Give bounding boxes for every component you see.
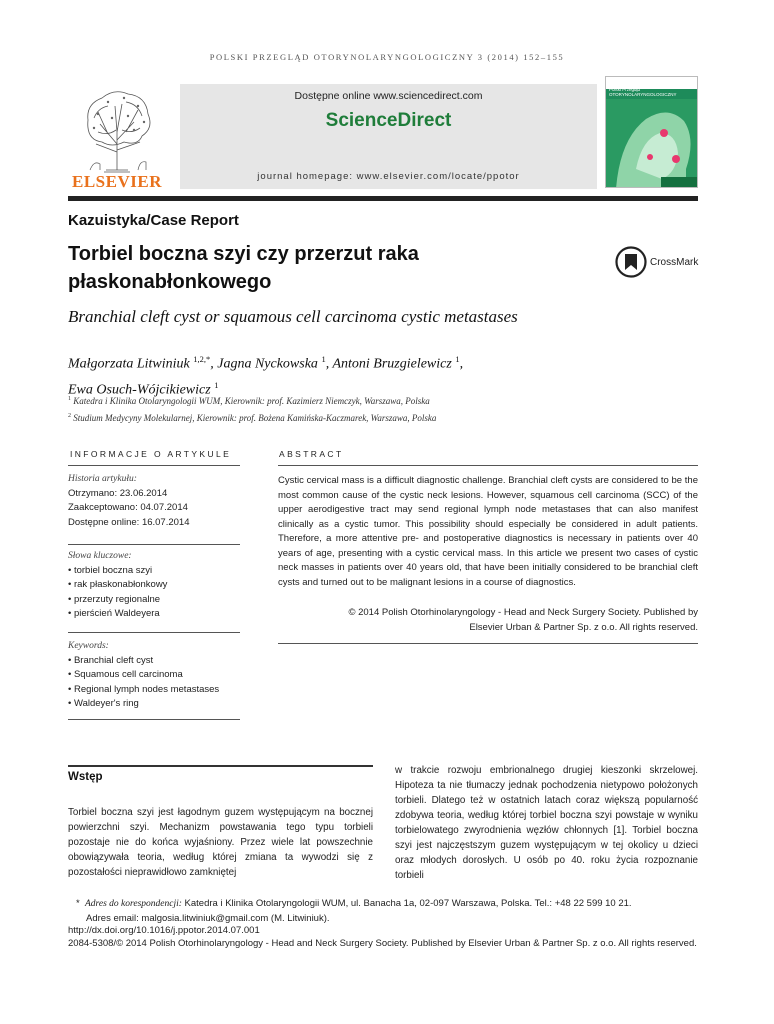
keywords-en-label: Keywords: xyxy=(68,641,109,651)
issn-copyright: 2084-5308/© 2014 Polish Otorhinolaryngology - Head and Neck Surgery Society. Published by Elsevier Urban & Partner Sp. z o.o. All rights reserved. xyxy=(68,938,697,949)
keyword-item: • torbiel boczna szyi xyxy=(68,564,153,576)
affiliation-marker: 2 xyxy=(68,413,71,419)
keyword-item: • Squamous cell carcinoma xyxy=(68,669,183,680)
affiliation-text: Studium Medycyny Molekularnej, Kierownik: prof. Bożena Kamińska-Kaczmarek, Warszawa, Polska xyxy=(73,413,437,423)
crossmark-label[interactable]: CrossMark xyxy=(650,257,699,268)
journal-homepage-link[interactable]: journal homepage: www.elsevier.com/locate/ppotor xyxy=(257,171,520,182)
doi-link[interactable]: http://dx.doi.org/10.1016/j.ppotor.2014.07.001 xyxy=(68,925,260,936)
copyright-line2: Elsevier Urban & Partner Sp. z o.o. All rights reserved. xyxy=(469,621,698,633)
author-affiliation-marker: 1 xyxy=(455,354,460,364)
crossmark-icon[interactable] xyxy=(615,246,647,278)
cover-title-line2: OTORYNOLARYNGOLOGICZNY xyxy=(609,92,677,97)
keywords-pl xyxy=(68,549,240,622)
article-title-en: Branchial cleft cyst or squamous cell carcinoma cystic metastases xyxy=(68,307,518,326)
section-rule xyxy=(68,765,373,767)
received-date: Otrzymano: 23.06.2014 xyxy=(68,487,168,499)
keyword-item: • przerzuty regionalne xyxy=(68,593,161,605)
correspondence-email[interactable]: Adres email: malgosia.litwiniuk@gmail.com (M. Litwiniuk). xyxy=(86,912,330,924)
article-info-rule xyxy=(68,719,240,720)
article-info-rule xyxy=(68,465,240,466)
author-name[interactable]: Antoni Bruzgielewicz xyxy=(332,356,452,372)
author-name[interactable]: Jagna Nyckowska xyxy=(217,356,318,372)
author-separator: , xyxy=(325,356,333,372)
keyword-item: • Waldeyer's ring xyxy=(68,698,139,709)
author-affiliation-marker: 1 xyxy=(321,354,326,364)
correspondence-address: Katedra i Klinika Otolaryngologii WUM, ul. Banacha 1a, 02-097 Warszawa, Polska. Tel.: +48 22 599 10 21. xyxy=(184,898,632,909)
keyword-item: • pierścień Waldeyera xyxy=(68,608,160,619)
article-info-rule xyxy=(68,544,240,545)
correspondence-footnote xyxy=(76,897,698,925)
author-affiliation-marker: 1 xyxy=(214,379,219,390)
author-separator: , xyxy=(210,356,218,372)
elsevier-wordmark: ELSEVIER xyxy=(72,172,162,191)
article-info-rule xyxy=(68,632,240,633)
body-paragraph-right: w trakcie rozwoju embrionalnego drugiej kieszonki skrzelowej. Hipoteza ta nie tłumaczy jednak pochodzenia nietypowo położonych torbieli. Dlatego też w ostatnich latach coraz większą popularność zdobywa teoria, według której torbiel boczna szyi powstaje w wyniku torbielowatego zwyrodnienia węzłów chłonnych [1]. Torbiel boczna szyi jest najczęstszym guzem występującym w tej okolicy u dzieci oraz młodych dorosłych. U osób po 40. roku życia rozpoznanie torbieli xyxy=(395,765,698,881)
affiliation-2 xyxy=(68,413,436,423)
affiliation-marker: 1 xyxy=(68,396,71,402)
correspondence-label: Adres do korespondencji: xyxy=(84,899,182,909)
keyword-item: • Regional lymph nodes metastases xyxy=(68,683,220,695)
banner-rule xyxy=(68,196,698,201)
abstract-rule xyxy=(278,465,698,466)
article-title-pl-line1: Torbiel boczna szyi czy przerzut raka xyxy=(68,243,419,265)
author-name[interactable]: Małgorzata Litwiniuk xyxy=(68,356,190,372)
section-heading-intro: Wstęp xyxy=(68,771,103,783)
journal-cover xyxy=(605,76,698,188)
section-type: Kazuistyka/Case Report xyxy=(68,212,239,229)
article-title-pl xyxy=(68,240,588,296)
sciencedirect-logo[interactable]: ScienceDirect xyxy=(325,110,452,131)
abstract-copyright xyxy=(278,606,698,635)
abstract-text: Cystic cervical mass is a difficult diagnostic challenge. Branchial cleft cysts are considered to be the most common cause of the cystic neck lesions. However, squamous cell carcinoma (SCC) of the upper aerodigestive tract may send regional lymph node metastases that can also manifest clinically as a cystic tumor. This possibility should especially be considered in adult patients. Therefore, a more attentive pre- and postoperative diagnostics is necessary in patients over 40 years of age, presenting with a cystic cervical mass. In this article we present two cases of cystic neck masses in patients over 40 years old, that have been initially considered to be branchial cleft cysts and turned out to be malignant lesions in a course of diagnostics. xyxy=(278,475,698,588)
abstract-heading: ABSTRACT xyxy=(279,449,344,459)
affiliation-1 xyxy=(68,396,430,406)
author-list xyxy=(68,349,628,400)
keywords-en xyxy=(68,639,240,712)
running-head: POLSKI PRZEGLĄD OTORYNOLARYNGOLOGICZNY 3 (2014) 152–155 xyxy=(209,52,565,62)
cover-illustration xyxy=(606,99,698,188)
online-date: Dostępne online: 16.07.2014 xyxy=(68,516,190,528)
affiliation-text: Katedra i Klinika Otolaryngologii WUM, Kierownik: prof. Kazimierz Niemczyk, Warszawa, Polska xyxy=(73,396,430,406)
available-online-text: Dostępne online www.sciencedirect.com xyxy=(294,90,483,102)
copyright-line1: © 2014 Polish Otorhinolaryngology - Head and Neck Surgery Society. Published by xyxy=(348,607,698,618)
body-paragraph-left: Torbiel boczna szyi jest łagodnym guzem występującym na bocznej powierzchni szyi. Mechanizm powstawania tego typu torbieli pozostaje nie do końca wyjaśniony. Przez wiele lat powszechnie obowiązywała teoria, według której zmiana ta wywodzi się z pozostałości nieprawidłowo zamkniętej xyxy=(68,807,373,878)
abstract-rule xyxy=(278,643,698,644)
author-name[interactable]: Ewa Osuch-Wójcikiewicz xyxy=(68,382,211,398)
accepted-date: Zaakceptowano: 04.07.2014 xyxy=(68,502,188,513)
article-title-pl-line2: płaskonabłonkowego xyxy=(68,271,272,293)
cover-title xyxy=(609,87,698,97)
keywords-pl-label: Słowa kluczowe: xyxy=(68,551,132,561)
history-label: Historia artykułu: xyxy=(68,474,137,484)
footnote-marker: * xyxy=(76,898,80,909)
article-info-heading: INFORMACJE O ARTYKULE xyxy=(70,449,232,459)
keyword-item: • Branchial cleft cyst xyxy=(68,654,154,666)
article-history xyxy=(68,472,240,530)
keyword-item: • rak płaskonabłonkowy xyxy=(68,579,168,590)
author-separator: , xyxy=(459,356,464,372)
cover-title-line1: Polski Przegląd xyxy=(609,87,641,92)
author-affiliation-marker: 1,2,* xyxy=(193,354,211,364)
